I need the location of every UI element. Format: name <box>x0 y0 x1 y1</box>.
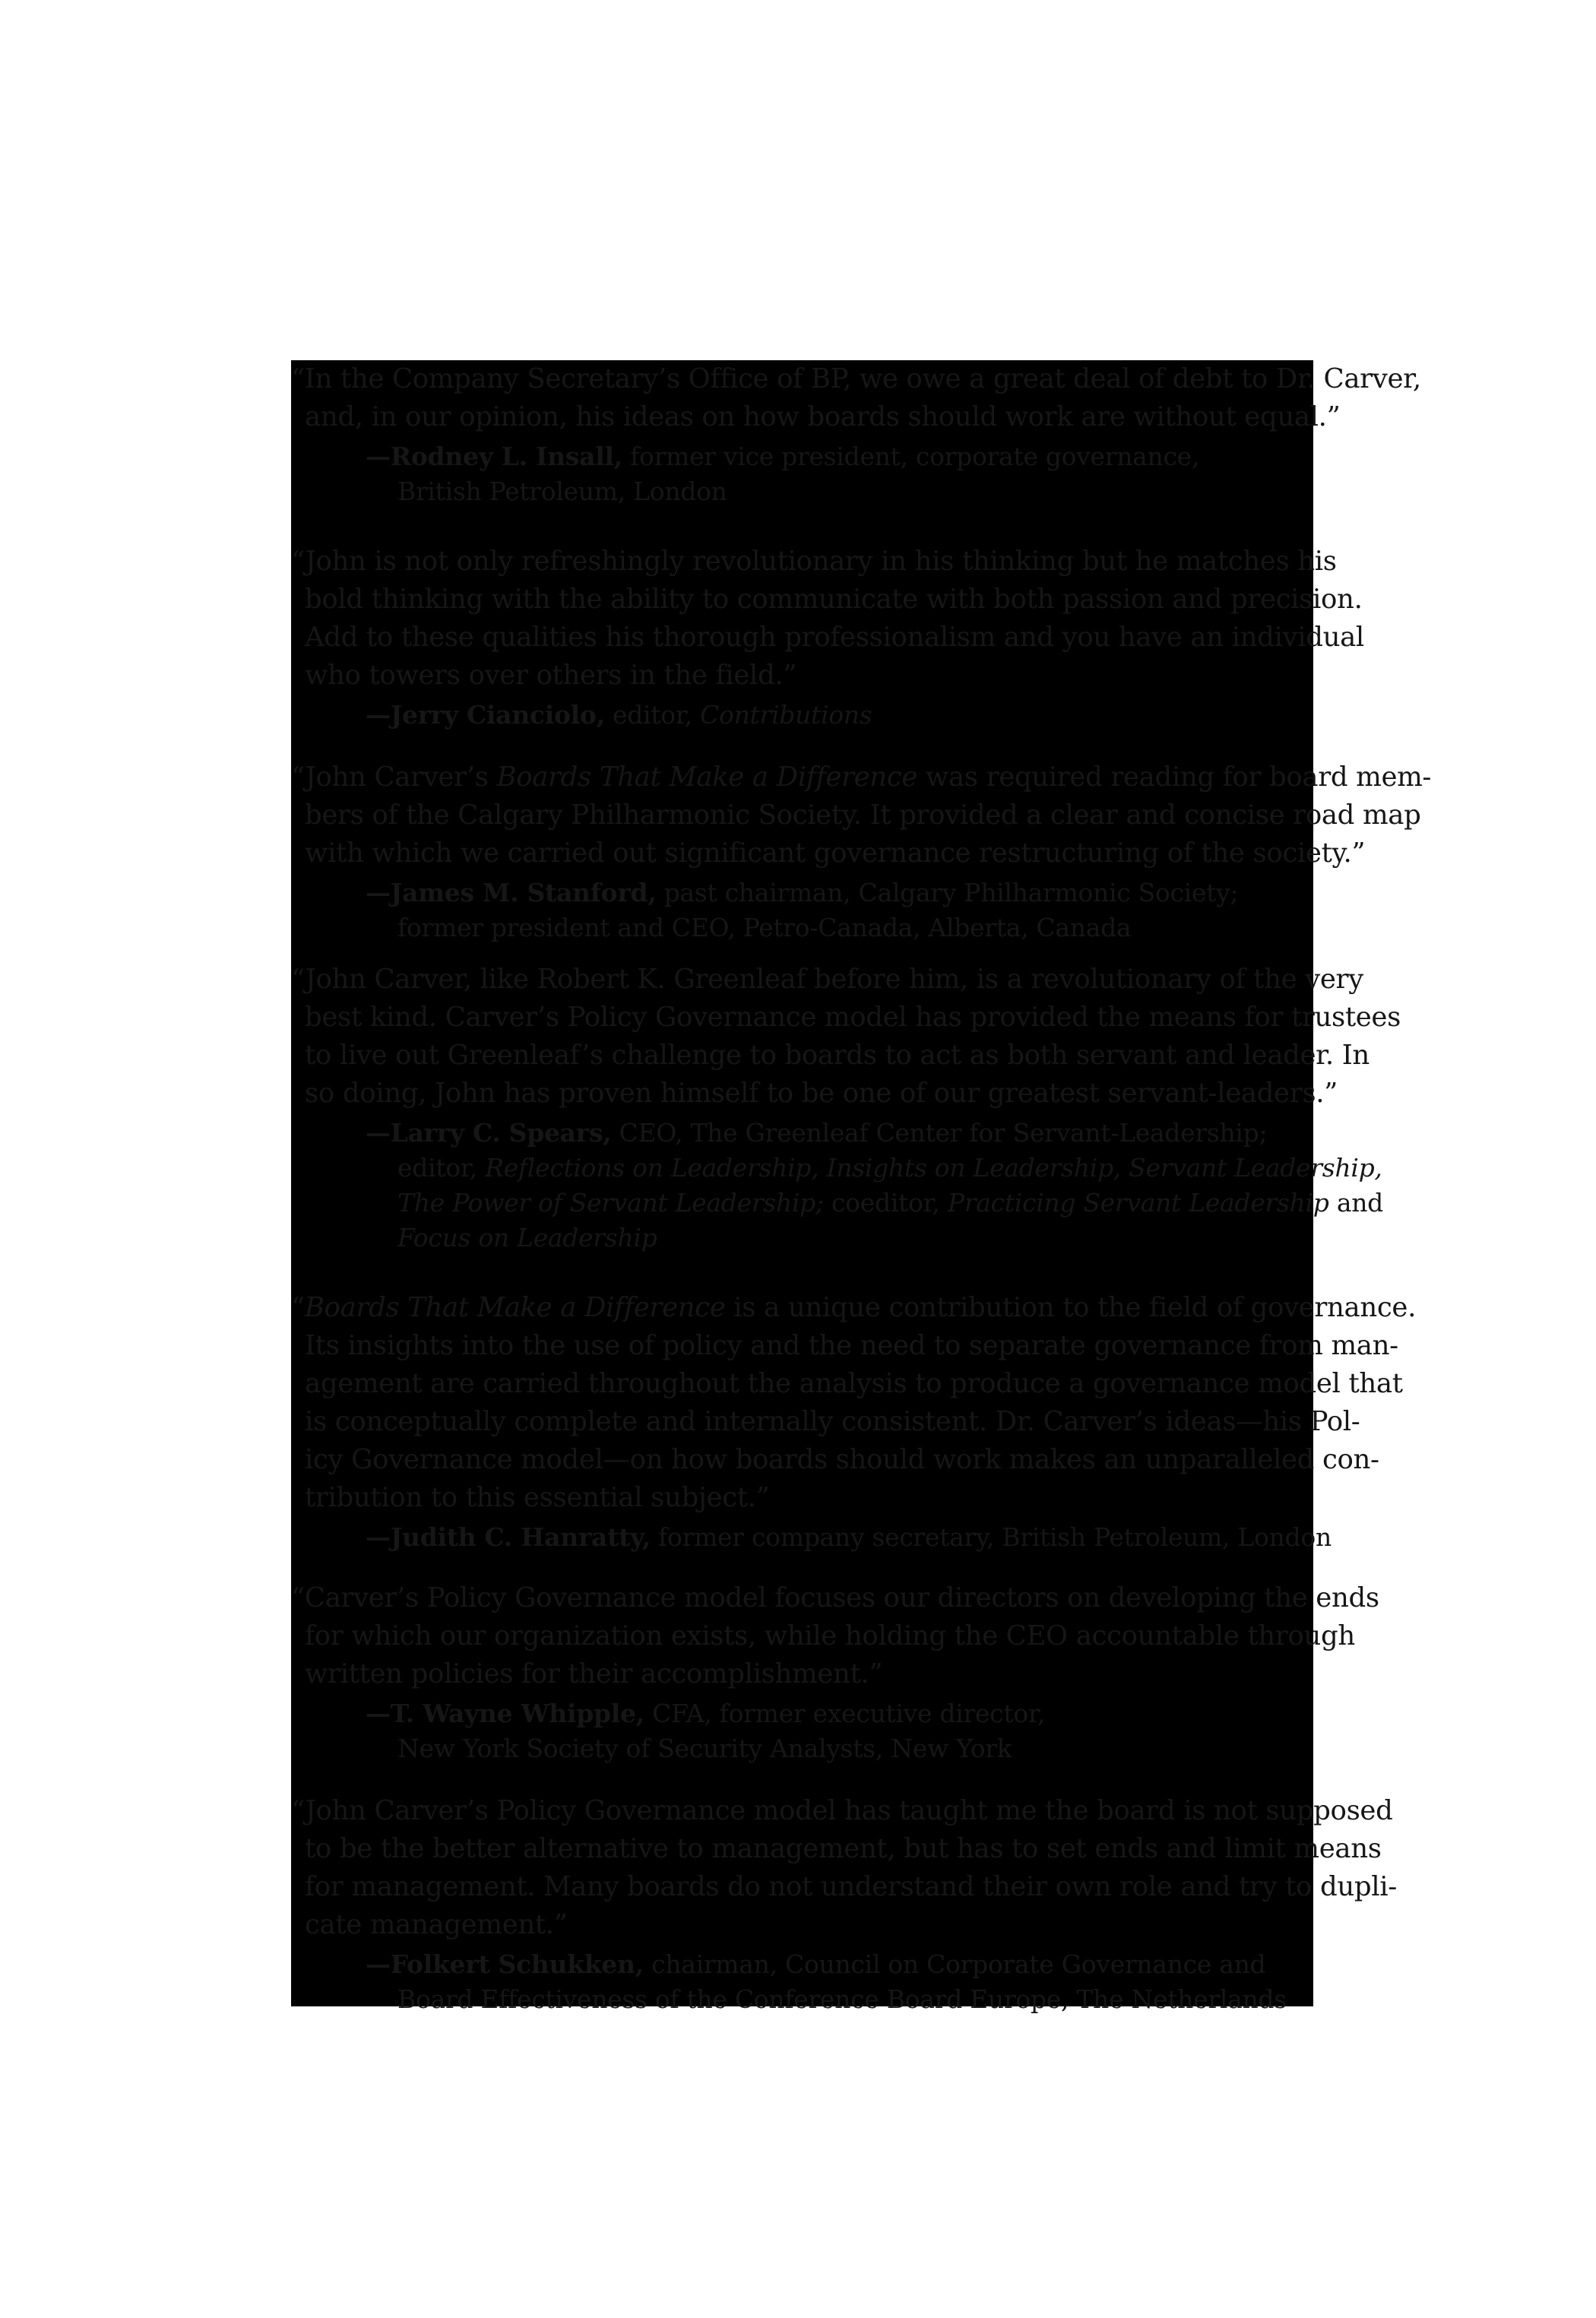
quote-line: is conceptually complete and internally consistent. Dr. Carver’s ideas—his Pol- <box>305 1406 1360 1437</box>
quote-text <box>291 758 1432 872</box>
quote-line: for which our organization exists, while holding the CEO accountable through <box>305 1620 1355 1651</box>
quote-text <box>291 543 1364 695</box>
quote-line: “John Carver, like Robert K. Greenleaf before him, is a revolutionary of the very <box>291 964 1363 995</box>
quote-line: written policies for their accomplishment.” <box>305 1658 883 1689</box>
endorsement-quote <box>291 961 1401 1256</box>
quote-line: with which we carried out significant governance restructuring of the society.” <box>305 838 1366 869</box>
quote-text <box>291 1289 1417 1517</box>
quote-line: “Carver’s Policy Governance model focuses our directors on developing the ends <box>291 1582 1379 1613</box>
quote-line: bers of the Calgary Philharmonic Society. It provided a clear and concise road map <box>305 800 1421 831</box>
quote-line: who towers over others in the field.” <box>305 660 797 691</box>
endorser-name: —Larry C. Spears, <box>366 1118 612 1148</box>
quote-line: cate management.” <box>305 1909 568 1940</box>
quote-text <box>291 961 1401 1113</box>
endorser-role: former company secretary, British Petroleum, London <box>650 1522 1332 1552</box>
quote-line: for management. Many boards do not understand their own role and try to dupli- <box>305 1871 1397 1902</box>
endorser-role: former president and CEO, Petro-Canada, Alberta, Canada <box>397 913 1132 942</box>
quote-attribution <box>291 1520 1332 1555</box>
quote-line: “John Carver’s Boards That Make a Difference was required reading for board mem- <box>291 762 1432 793</box>
endorsement-quote <box>291 1579 1379 1766</box>
book-title: Practicing Servant Leadership <box>947 1188 1329 1218</box>
quote-text <box>291 360 1421 436</box>
endorser-role: British Petroleum, London <box>397 477 727 506</box>
endorser-name: —T. Wayne Whipple, <box>366 1699 644 1728</box>
quote-line: tribution to this essential subject.” <box>305 1482 770 1513</box>
endorsements-panel <box>291 360 1432 2014</box>
endorser-role: former vice president, corporate governance, <box>622 442 1200 471</box>
quote-line: “John is not only refreshingly revolutionary in his thinking but he matches his <box>291 546 1337 577</box>
quote-line: and, in our opinion, his ideas on how boards should work are without equal.” <box>305 401 1341 432</box>
quote-attribution <box>291 1947 1313 2017</box>
book-title: Boards That Make a Difference <box>304 1292 726 1323</box>
endorsement-quote <box>291 1289 1417 1555</box>
quote-line: “Boards That Make a Difference is a unique contribution to the field of governance. <box>291 1292 1417 1323</box>
quote-line: “John Carver’s Policy Governance model has taught me the board is not supposed <box>291 1795 1393 1826</box>
endorser-name: —Jerry Cianciolo, <box>366 700 605 730</box>
endorsement-quote <box>291 1792 1397 2017</box>
quote-line: best kind. Carver’s Policy Governance model has provided the means for trustees <box>305 1002 1401 1033</box>
endorser-role: editor, <box>604 700 701 730</box>
quote-line: to be the better alternative to management, but has to set ends and limit means <box>305 1833 1382 1864</box>
endorser-role: Board Effectiveness of the Conference Board Europe, The Netherlands <box>397 1984 1287 2014</box>
quote-line: bold thinking with the ability to communicate with both passion and precision. <box>305 584 1363 615</box>
quote-line: “In the Company Secretary’s Office of BP, we owe a great deal of debt to Dr. Carver, <box>291 363 1421 394</box>
quote-attribution <box>291 1696 1313 1766</box>
endorser-name: —Folkert Schukken, <box>366 1949 644 1979</box>
quote-line: agement are carried throughout the analysis to produce a governance model that <box>305 1368 1403 1399</box>
endorser-role: CEO, The Greenleaf Center for Servant-Leadership; <box>611 1118 1268 1148</box>
quote-attribution <box>291 876 1313 945</box>
publication-title: Contributions <box>700 700 872 730</box>
endorser-role: past chairman, Calgary Philharmonic Society; <box>656 878 1239 907</box>
quote-text <box>291 1579 1379 1693</box>
quote-attribution <box>291 698 1313 733</box>
endorser-role: chairman, Council on Corporate Governance and <box>643 1949 1266 1979</box>
endorser-name: —Judith C. Hanratty, <box>366 1522 651 1552</box>
quote-line: Add to these qualities his thorough professionalism and you have an individual <box>305 622 1364 653</box>
quote-line: to live out Greenleaf’s challenge to boards to act as both servant and leader. In <box>305 1040 1370 1071</box>
quote-line: icy Governance model—on how boards should work makes an unparalleled con- <box>305 1444 1379 1475</box>
endorsement-quote <box>291 360 1421 509</box>
quote-text <box>291 1792 1397 1944</box>
quote-attribution: —Larry C. Spears, CEO, The Greenleaf Center for Servant-Leadership; editor, Reflections on Leadership, Insights on Leadership, Servant Leadership, The Power of Servant Leadership; coeditor, Practicing Servant Leadership and Focus on Leadership <box>291 1116 1313 1256</box>
endorsement-quote <box>291 758 1432 945</box>
endorser-name: —James M. Stanford, <box>366 878 657 907</box>
endorser-name: —Rodney L. Insall, <box>366 442 622 471</box>
quote-attribution <box>291 439 1313 509</box>
quote-line: so doing, John has proven himself to be one of our greatest servant-leaders.” <box>305 1078 1338 1109</box>
endorser-role: CFA, former executive director, <box>644 1699 1045 1728</box>
quote-line: Its insights into the use of policy and the need to separate governance from man- <box>305 1330 1398 1361</box>
book-title: The Power of Servant Leadership; <box>397 1188 824 1218</box>
endorser-role: New York Society of Security Analysts, New York <box>397 1734 1012 1763</box>
book-title: Focus on Leadership <box>397 1223 657 1252</box>
endorsement-quote <box>291 543 1364 733</box>
book-titles: Reflections on Leadership, Insights on Leadership, Servant Leadership, <box>485 1153 1382 1183</box>
book-title: Boards That Make a Difference <box>496 762 917 793</box>
